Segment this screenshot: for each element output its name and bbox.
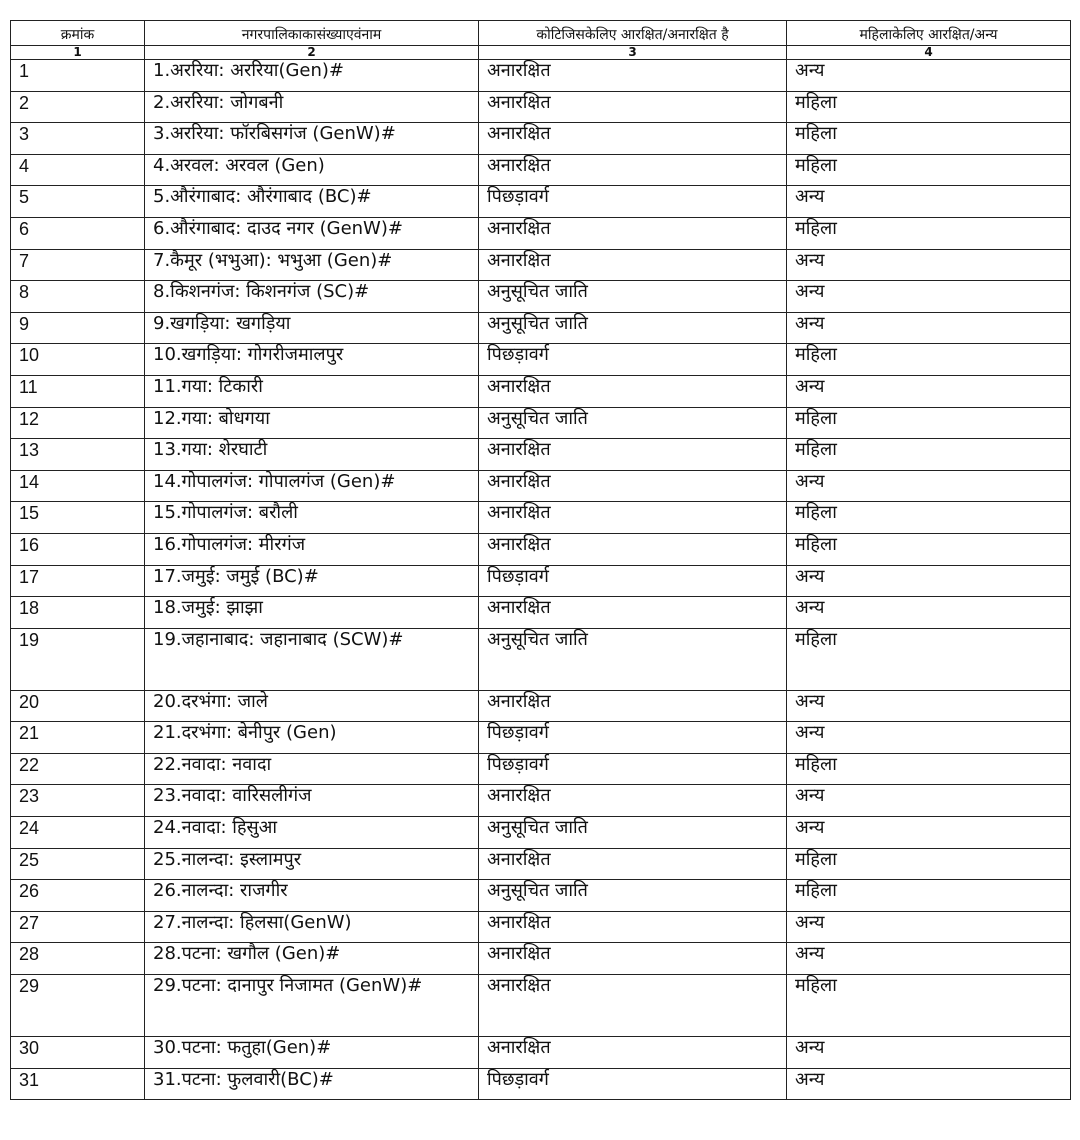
header-category: कोटिजिसकेलिए आरक्षित/अनारक्षित है	[479, 21, 787, 46]
table-row	[11, 60, 1071, 92]
municipality-cell: 14.गोपालगंज: गोपालगंज (Gen)#	[145, 470, 479, 502]
header-municipality: नगरपालिकाकासंख्याएवंनाम	[145, 21, 479, 46]
municipality-cell: 2.अररिया: जोगबनी	[145, 91, 479, 123]
table-row	[11, 817, 1071, 849]
table-row	[11, 722, 1071, 754]
serial-number-cell: 31	[11, 1068, 145, 1100]
column-number-2: 2	[145, 46, 479, 60]
women-reservation-cell: अन्य	[787, 911, 1071, 943]
serial-number-cell: 17	[11, 565, 145, 597]
category-cell: अनुसूचित जाति	[479, 281, 787, 313]
serial-number-cell: 10	[11, 344, 145, 376]
category-cell: अनारक्षित	[479, 470, 787, 502]
serial-number-cell: 3	[11, 123, 145, 155]
women-reservation-cell: अन्य	[787, 281, 1071, 313]
reservation-table	[10, 20, 1071, 1100]
women-reservation-cell: अन्य	[787, 785, 1071, 817]
municipality-cell: 19.जहानाबाद: जहानाबाद (SCW)#	[145, 628, 479, 690]
category-cell: अनारक्षित	[479, 1037, 787, 1069]
women-reservation-cell: अन्य	[787, 375, 1071, 407]
serial-number-cell: 13	[11, 439, 145, 471]
category-cell: अनारक्षित	[479, 911, 787, 943]
serial-number-cell: 29	[11, 975, 145, 1037]
serial-number-cell: 26	[11, 880, 145, 912]
women-reservation-cell: महिला	[787, 502, 1071, 534]
table-row	[11, 565, 1071, 597]
category-cell: अनारक्षित	[479, 439, 787, 471]
women-reservation-cell: अन्य	[787, 1068, 1071, 1100]
municipality-cell: 16.गोपालगंज: मीरगंज	[145, 533, 479, 565]
category-cell: अनारक्षित	[479, 154, 787, 186]
category-cell: पिछड़ावर्ग	[479, 1068, 787, 1100]
serial-number-cell: 4	[11, 154, 145, 186]
municipality-cell: 5.औरंगाबाद: औरंगाबाद (BC)#	[145, 186, 479, 218]
table-row	[11, 1037, 1071, 1069]
category-cell: अनारक्षित	[479, 597, 787, 629]
municipality-cell: 25.नालन्दा: इस्लामपुर	[145, 848, 479, 880]
municipality-cell: 8.किशनगंज: किशनगंज (SC)#	[145, 281, 479, 313]
serial-number-cell: 18	[11, 597, 145, 629]
serial-number-cell: 11	[11, 375, 145, 407]
municipality-cell: 17.जमुई: जमुई (BC)#	[145, 565, 479, 597]
serial-number-cell: 1	[11, 60, 145, 92]
serial-number-cell: 16	[11, 533, 145, 565]
municipality-cell: 26.नालन्दा: राजगीर	[145, 880, 479, 912]
municipality-cell: 12.गया: बोधगया	[145, 407, 479, 439]
category-cell: अनारक्षित	[479, 91, 787, 123]
serial-number-cell: 12	[11, 407, 145, 439]
header-serial: क्रमांक	[11, 21, 145, 46]
column-number-3: 3	[479, 46, 787, 60]
category-cell: अनुसूचित जाति	[479, 880, 787, 912]
women-reservation-cell: महिला	[787, 533, 1071, 565]
table-row	[11, 753, 1071, 785]
municipality-cell: 11.गया: टिकारी	[145, 375, 479, 407]
table-row	[11, 975, 1071, 1037]
municipality-cell: 15.गोपालगंज: बरौली	[145, 502, 479, 534]
table-row	[11, 1068, 1071, 1100]
column-number-4: 4	[787, 46, 1071, 60]
women-reservation-cell: अन्य	[787, 470, 1071, 502]
municipality-cell: 6.औरंगाबाद: दाउद नगर (GenW)#	[145, 217, 479, 249]
category-cell: पिछड़ावर्ग	[479, 753, 787, 785]
category-cell: अनारक्षित	[479, 690, 787, 722]
header-row	[11, 21, 1071, 46]
table-row	[11, 597, 1071, 629]
table-row	[11, 690, 1071, 722]
women-reservation-cell: अन्य	[787, 943, 1071, 975]
women-reservation-cell: महिला	[787, 848, 1071, 880]
serial-number-cell: 5	[11, 186, 145, 218]
table-row	[11, 628, 1071, 690]
category-cell: पिछड़ावर्ग	[479, 565, 787, 597]
category-cell: अनारक्षित	[479, 502, 787, 534]
women-reservation-cell: अन्य	[787, 186, 1071, 218]
municipality-cell: 31.पटना: फुलवारी(BC)#	[145, 1068, 479, 1100]
serial-number-cell: 9	[11, 312, 145, 344]
category-cell: अनारक्षित	[479, 943, 787, 975]
serial-number-cell: 22	[11, 753, 145, 785]
document-page	[8, 20, 1072, 1100]
table-row	[11, 312, 1071, 344]
municipality-cell: 20.दरभंगा: जाले	[145, 690, 479, 722]
serial-number-cell: 8	[11, 281, 145, 313]
serial-number-cell: 19	[11, 628, 145, 690]
category-cell: अनुसूचित जाति	[479, 407, 787, 439]
table-row	[11, 154, 1071, 186]
table-body	[11, 60, 1071, 1100]
serial-number-cell: 24	[11, 817, 145, 849]
table-row	[11, 375, 1071, 407]
women-reservation-cell: महिला	[787, 975, 1071, 1037]
category-cell: अनुसूचित जाति	[479, 817, 787, 849]
category-cell: अनारक्षित	[479, 123, 787, 155]
women-reservation-cell: अन्य	[787, 817, 1071, 849]
table-row	[11, 880, 1071, 912]
category-cell: पिछड़ावर्ग	[479, 722, 787, 754]
women-reservation-cell: महिला	[787, 154, 1071, 186]
municipality-cell: 13.गया: शेरघाटी	[145, 439, 479, 471]
municipality-cell: 30.पटना: फतुहा(Gen)#	[145, 1037, 479, 1069]
municipality-cell: 7.कैमूर (भभुआ): भभुआ (Gen)#	[145, 249, 479, 281]
category-cell: अनारक्षित	[479, 785, 787, 817]
serial-number-cell: 20	[11, 690, 145, 722]
women-reservation-cell: महिला	[787, 628, 1071, 690]
serial-number-cell: 6	[11, 217, 145, 249]
women-reservation-cell: अन्य	[787, 1037, 1071, 1069]
table-row	[11, 281, 1071, 313]
municipality-cell: 3.अररिया: फॉरबिसगंज (GenW)#	[145, 123, 479, 155]
category-cell: अनारक्षित	[479, 848, 787, 880]
table-row	[11, 943, 1071, 975]
serial-number-cell: 15	[11, 502, 145, 534]
serial-number-cell: 25	[11, 848, 145, 880]
category-cell: पिछड़ावर्ग	[479, 186, 787, 218]
women-reservation-cell: महिला	[787, 217, 1071, 249]
women-reservation-cell: अन्य	[787, 565, 1071, 597]
municipality-cell: 28.पटना: खगौल (Gen)#	[145, 943, 479, 975]
women-reservation-cell: अन्य	[787, 60, 1071, 92]
table-row	[11, 407, 1071, 439]
table-row	[11, 217, 1071, 249]
category-cell: पिछड़ावर्ग	[479, 344, 787, 376]
municipality-cell: 9.खगड़िया: खगड़िया	[145, 312, 479, 344]
category-cell: अनारक्षित	[479, 60, 787, 92]
column-number-1: 1	[11, 46, 145, 60]
table-row	[11, 470, 1071, 502]
municipality-cell: 1.अररिया: अररिया(Gen)#	[145, 60, 479, 92]
table-row	[11, 91, 1071, 123]
serial-number-cell: 30	[11, 1037, 145, 1069]
table-row	[11, 911, 1071, 943]
table-row	[11, 502, 1071, 534]
category-cell: अनारक्षित	[479, 249, 787, 281]
serial-number-cell: 14	[11, 470, 145, 502]
women-reservation-cell: महिला	[787, 407, 1071, 439]
category-cell: अनारक्षित	[479, 975, 787, 1037]
category-cell: अनारक्षित	[479, 533, 787, 565]
women-reservation-cell: महिला	[787, 123, 1071, 155]
municipality-cell: 22.नवादा: नवादा	[145, 753, 479, 785]
municipality-cell: 29.पटना: दानापुर निजामत (GenW)#	[145, 975, 479, 1037]
women-reservation-cell: अन्य	[787, 312, 1071, 344]
municipality-cell: 18.जमुई: झाझा	[145, 597, 479, 629]
women-reservation-cell: अन्य	[787, 249, 1071, 281]
column-number-row	[11, 46, 1071, 60]
table-row	[11, 533, 1071, 565]
serial-number-cell: 21	[11, 722, 145, 754]
category-cell: अनुसूचित जाति	[479, 312, 787, 344]
table-row	[11, 344, 1071, 376]
serial-number-cell: 28	[11, 943, 145, 975]
table-row	[11, 785, 1071, 817]
table-row	[11, 848, 1071, 880]
women-reservation-cell: अन्य	[787, 690, 1071, 722]
serial-number-cell: 7	[11, 249, 145, 281]
table-row	[11, 123, 1071, 155]
women-reservation-cell: अन्य	[787, 722, 1071, 754]
municipality-cell: 10.खगड़िया: गोगरीजमालपुर	[145, 344, 479, 376]
women-reservation-cell: महिला	[787, 344, 1071, 376]
municipality-cell: 27.नालन्दा: हिलसा(GenW)	[145, 911, 479, 943]
serial-number-cell: 27	[11, 911, 145, 943]
table-row	[11, 439, 1071, 471]
women-reservation-cell: महिला	[787, 753, 1071, 785]
table-row	[11, 249, 1071, 281]
serial-number-cell: 23	[11, 785, 145, 817]
women-reservation-cell: महिला	[787, 880, 1071, 912]
category-cell: अनारक्षित	[479, 217, 787, 249]
serial-number-cell: 2	[11, 91, 145, 123]
women-reservation-cell: महिला	[787, 439, 1071, 471]
category-cell: अनुसूचित जाति	[479, 628, 787, 690]
municipality-cell: 23.नवादा: वारिसलीगंज	[145, 785, 479, 817]
women-reservation-cell: अन्य	[787, 597, 1071, 629]
women-reservation-cell: महिला	[787, 91, 1071, 123]
municipality-cell: 4.अरवल: अरवल (Gen)	[145, 154, 479, 186]
municipality-cell: 21.दरभंगा: बेनीपुर (Gen)	[145, 722, 479, 754]
table-row	[11, 186, 1071, 218]
header-women: महिलाकेलिए आरक्षित/अन्य	[787, 21, 1071, 46]
municipality-cell: 24.नवादा: हिसुआ	[145, 817, 479, 849]
category-cell: अनारक्षित	[479, 375, 787, 407]
